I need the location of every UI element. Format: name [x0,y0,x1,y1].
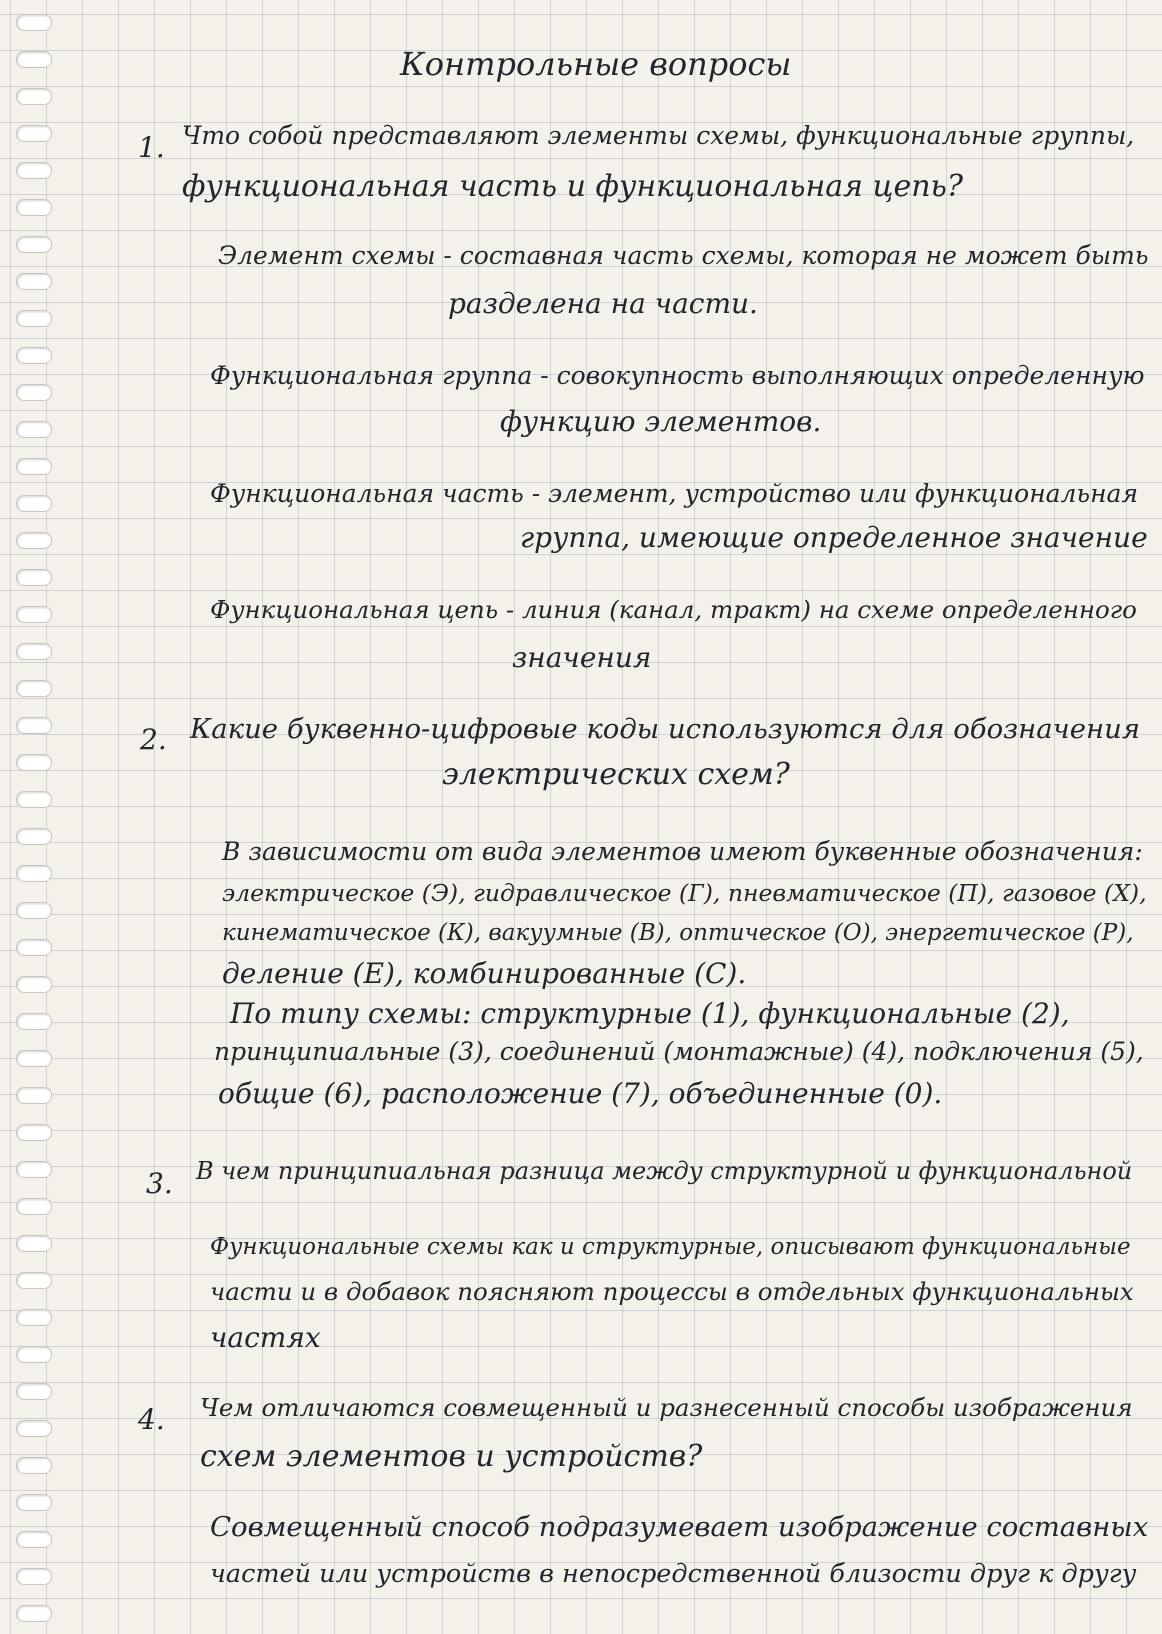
answer-2-line-5: По типу схемы: структурные (1), функциональные (2), [230,997,1070,1030]
answer-1-line-1: Элемент схемы - составная часть схемы, которая не может быть [218,241,1149,270]
answer-3-line-3: частях [210,1321,321,1354]
question-4-line-1: Чем отличаются совмещенный и разнесенный способы изображения [200,1393,1133,1422]
answer-1-line-6: группа, имеющие определенное значение [520,521,1148,554]
page-title: Контрольные вопросы [400,45,792,83]
question-2-line-2: электрических схем? [442,757,790,792]
answer-2-line-6: принципиальные (3), соединений (монтажные) (4), подключения (5), [214,1037,1144,1066]
question-4-number: 4. [138,1403,165,1436]
answer-2-line-1: В зависимости от вида элементов имеют буквенные обозначения: [222,837,1143,866]
question-3-number: 3. [146,1167,173,1200]
question-1-line-2: функциональная часть и функциональная цепь? [182,169,963,204]
question-1-number: 1. [138,131,165,164]
answer-4-line-2: частей или устройств в непосредственной близости друг к другу [210,1559,1137,1589]
answer-4-line-1: Совмещенный способ подразумевает изображение составных [210,1511,1149,1543]
answer-2-line-2: электрическое (Э), гидравлическое (Г), пневматическое (П), газовое (Х), [222,879,1147,907]
question-4-line-2: схем элементов и устройств? [200,1439,703,1474]
answer-1-line-3: Функциональная группа - совокупность выполняющих определенную [210,361,1145,390]
question-1-line-1: Что собой представляют элементы схемы, функциональные группы, [182,121,1135,150]
question-2-number: 2. [140,723,167,756]
answer-1-line-8: значения [512,641,652,674]
answer-1-line-4: функцию элементов. [500,405,822,438]
answer-1-line-5: Функциональная часть - элемент, устройство или функциональная [210,479,1139,508]
answer-2-line-4: деление (Е), комбинированные (С). [222,957,747,990]
answer-2-line-3: кинематическое (К), вакуумные (В), оптическое (О), энергетическое (Р), [222,920,1134,946]
answer-1-line-2: разделена на части. [448,287,758,320]
answer-3-line-2: части и в добавок поясняют процессы в отдельных функциональных [210,1277,1134,1306]
answer-2-line-7: общие (6), расположение (7), объединенные (0). [218,1077,943,1110]
answer-1-line-7: Функциональная цепь - линия (канал, тракт) на схеме определенного [210,595,1137,624]
question-2-line-1: Какие буквенно-цифровые коды используются для обозначения [190,713,1141,745]
answer-3-line-1: Функциональные схемы как и структурные, описывают функциональные [210,1234,1131,1260]
question-3-line-1: В чем принципиальная разница между структурной и функциональной [196,1157,1133,1185]
